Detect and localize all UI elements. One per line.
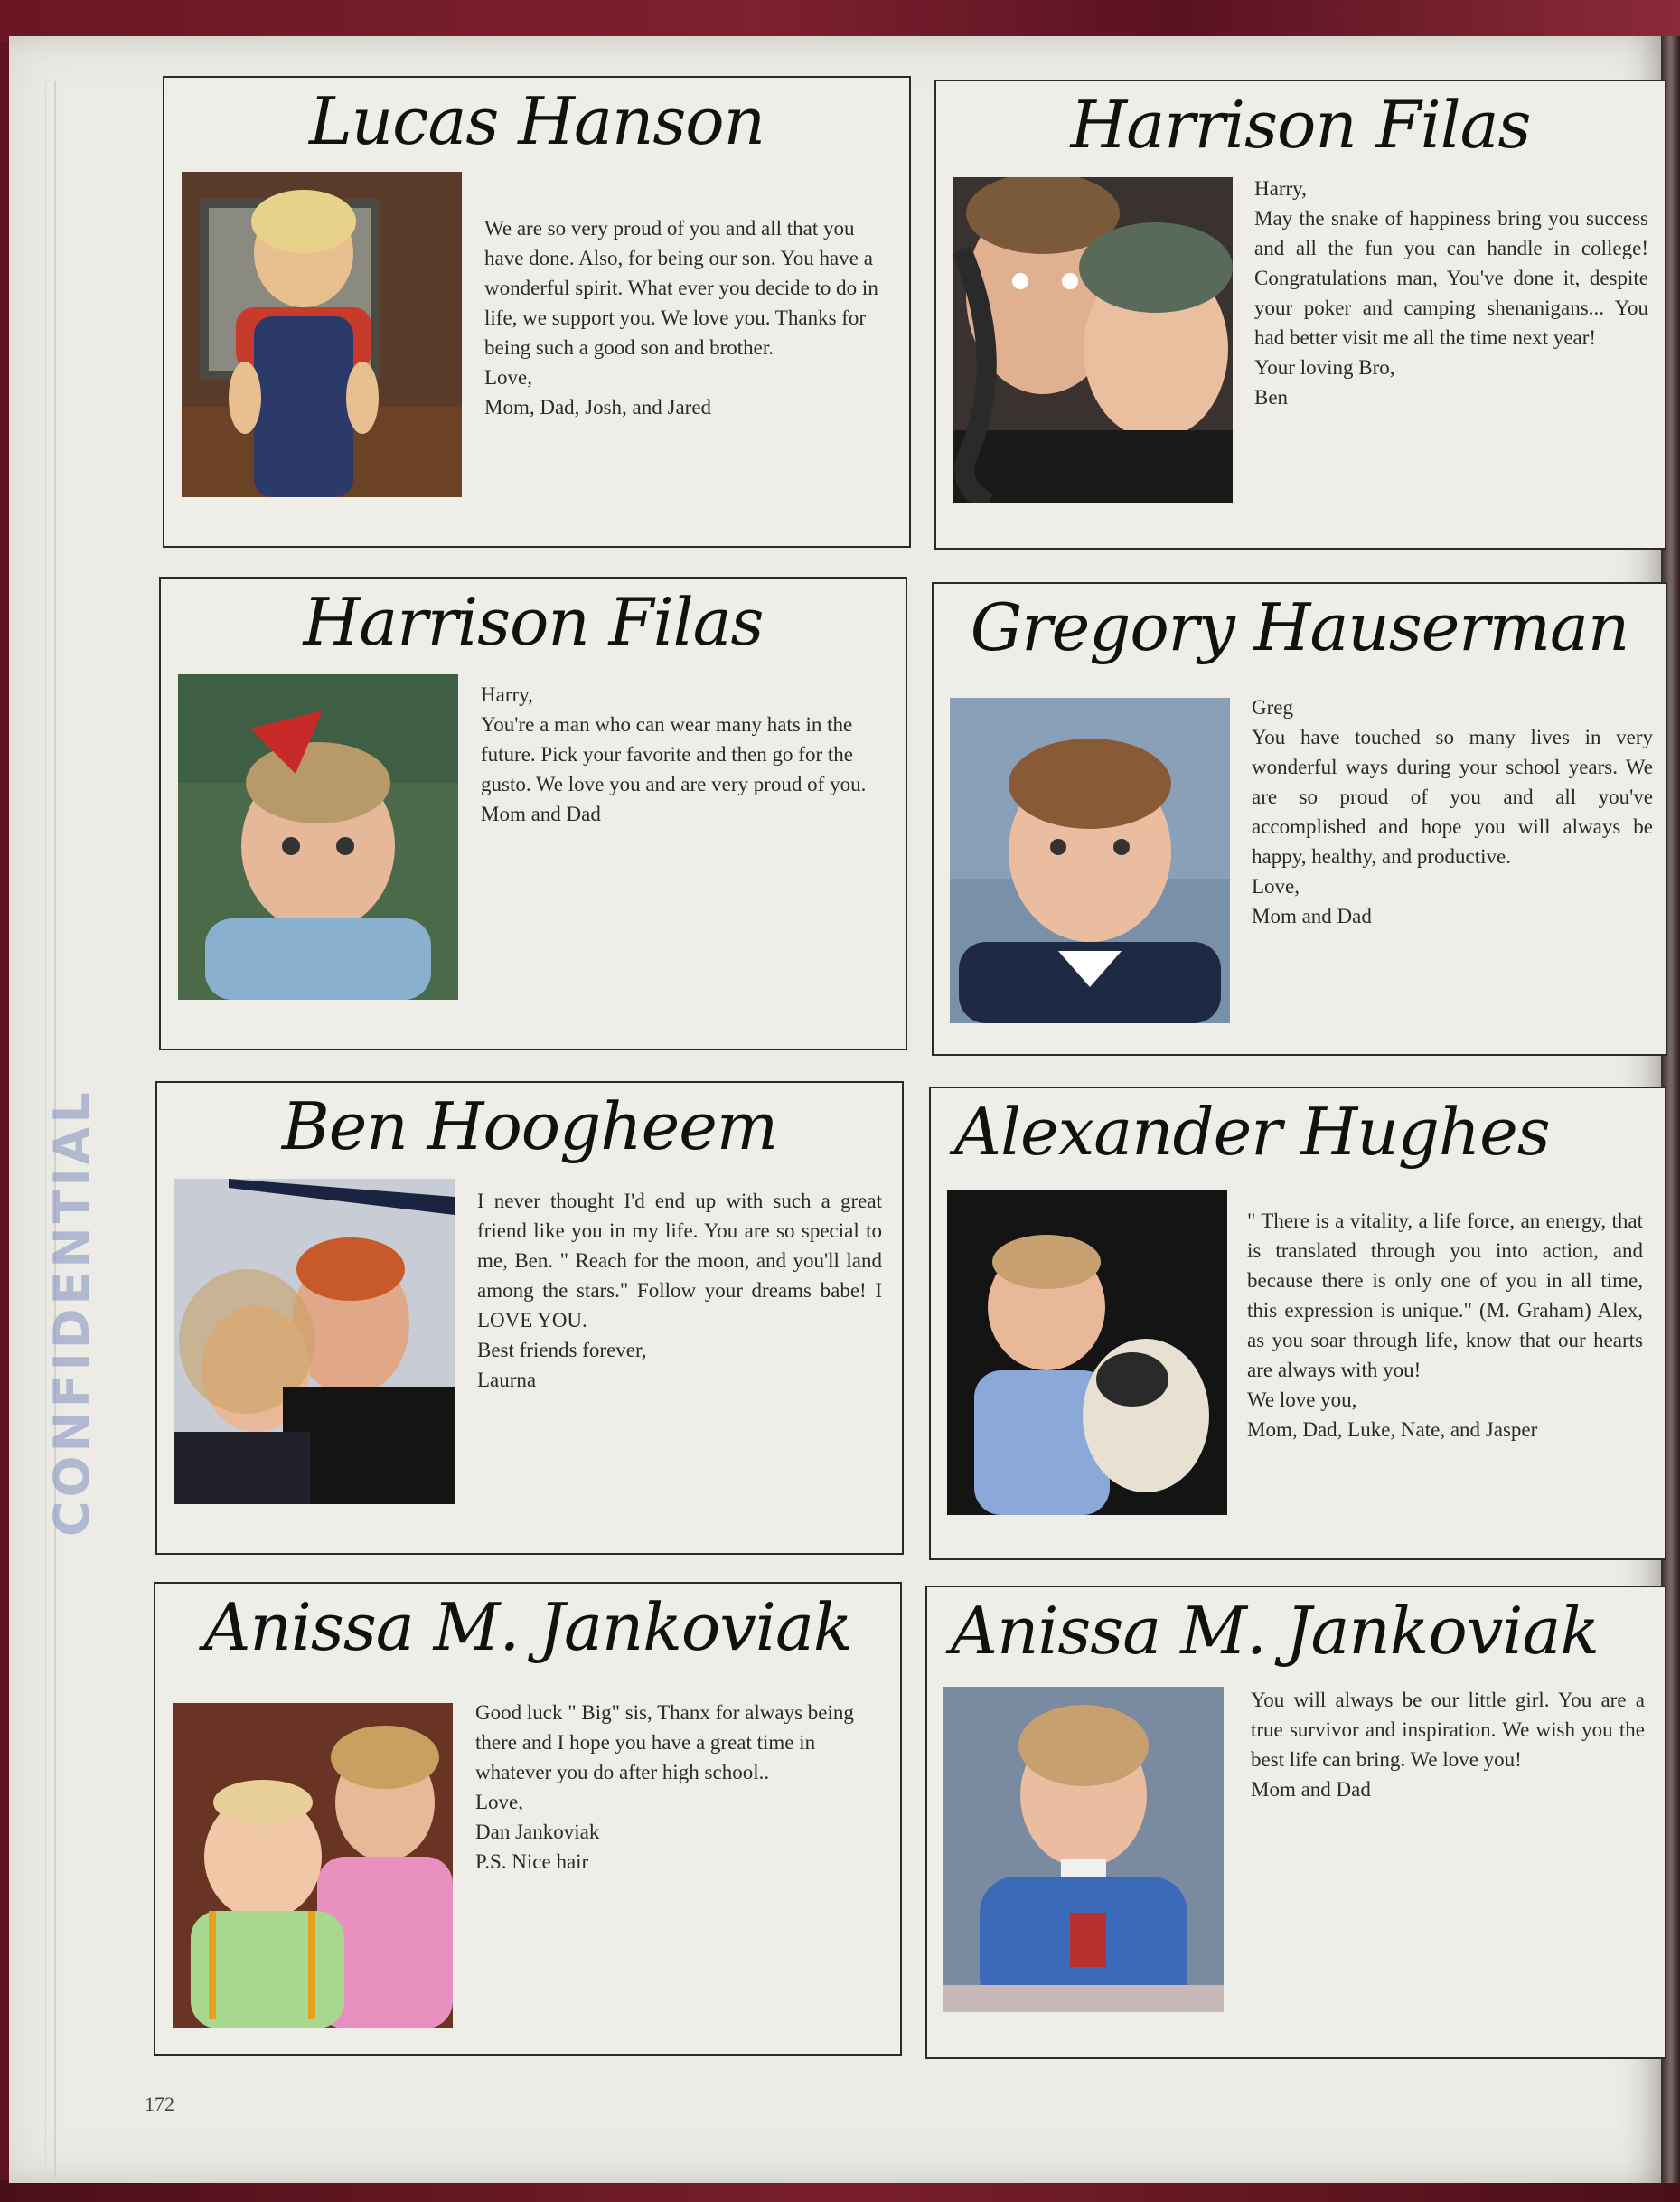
faded-stamp: CONFIDENTIAL — [43, 1088, 100, 1537]
student-photo — [943, 1687, 1224, 2012]
message-line: Mom, Dad, Luke, Nate, and Jasper — [1247, 1418, 1538, 1441]
message-line: Dan Jankoviak — [475, 1821, 600, 1843]
student-name: Lucas Hanson — [308, 83, 765, 159]
tribute-card — [929, 1087, 1666, 1560]
tribute-card — [155, 1081, 904, 1555]
message-line: P.S. Nice hair — [475, 1850, 589, 1873]
student-photo — [953, 177, 1233, 503]
message-line: Mom and Dad — [1252, 905, 1372, 927]
tribute-message — [1254, 174, 1648, 412]
message-line: Love, — [475, 1791, 524, 1813]
message-line: Your loving Bro, — [1254, 356, 1395, 379]
student-photo — [947, 1190, 1227, 1515]
message-line: Mom and Dad — [481, 803, 601, 825]
message-line: Best friends forever, — [477, 1339, 647, 1361]
tribute-message — [481, 680, 886, 829]
student-photo — [950, 698, 1230, 1023]
message-line: Harry, — [481, 683, 533, 706]
student-name: Anissa M. Jankoviak — [203, 1589, 852, 1665]
page-number: 172 — [145, 2093, 174, 2115]
tribute-card — [163, 76, 911, 548]
tribute-card — [159, 577, 907, 1050]
message-line: You're a man who can wear many hats in the future. Pick your favorite and then go for the gusto. We love you and are very proud of you. — [481, 713, 867, 795]
student-name: Ben Hoogheem — [281, 1088, 778, 1164]
tribute-card — [925, 1586, 1666, 2059]
tribute-message — [477, 1186, 882, 1395]
message-line: May the snake of happiness bring you success and all the fun you can handle in college! Congratulations man, You've done it, despite your poker and camping shenanigans... You had better visit me all the time next year! — [1254, 207, 1648, 349]
tribute-card — [932, 582, 1667, 1056]
tribute-message — [475, 1698, 880, 1877]
message-line: Harry, — [1254, 177, 1307, 200]
tribute-message — [484, 213, 889, 422]
student-name: Gregory Hauserman — [970, 589, 1629, 665]
tribute-card — [154, 1582, 902, 2056]
message-line: I never thought I'd end up with such a great friend like you in my life. You are so special to me, Ben. " Reach for the moon, and you'll land among the stars." Follow your dreams babe! I LOVE YOU. — [477, 1190, 882, 1332]
message-line: We are so very proud of you and all that you have done. Also, for being our son. You have a wonderful spirit. What ever you decide to do in life, we support you. We love you. Thanks for being such a good son and brother. — [484, 217, 878, 359]
message-line: Good luck " Big" sis, Thanx for always being there and I hope you have a great time in whatever you do after high school.. — [475, 1701, 854, 1783]
student-name: Harrison Filas — [1070, 87, 1531, 163]
student-photo — [178, 674, 458, 1000]
tribute-message — [1251, 1685, 1645, 1804]
message-line: Mom and Dad — [1251, 1778, 1371, 1801]
message-line: Greg — [1252, 696, 1293, 719]
student-photo — [182, 172, 462, 497]
message-line: You have touched so many lives in very wonderful ways during your school years. We are so proud of you and all you've accomplished and hope you will always be happy, healthy, and productive. — [1252, 726, 1653, 868]
message-line: You will always be our little girl. You are a true survivor and inspiration. We wish you the best life can bring. We love you! — [1251, 1689, 1645, 1771]
message-line: Mom, Dad, Josh, and Jared — [484, 396, 712, 419]
tribute-message — [1247, 1206, 1643, 1444]
student-name: Anissa M. Jankoviak — [951, 1593, 1599, 1669]
message-line: " There is a vitality, a life force, an energy, that is translated through you into action, and because there is only one of you in all time, this expression is unique." (M. Graham) Alex, as you soar through life, know that our hearts are always with you! — [1247, 1209, 1643, 1381]
tribute-message — [1252, 692, 1653, 931]
tribute-card — [934, 80, 1666, 550]
book-cover-bottom — [0, 2180, 1680, 2202]
message-line: Love, — [484, 366, 533, 389]
student-name: Alexander Hughes — [954, 1094, 1550, 1170]
message-line: Ben — [1254, 386, 1289, 409]
student-name: Harrison Filas — [303, 584, 764, 660]
message-line: Laurna — [477, 1369, 537, 1391]
student-photo — [173, 1703, 453, 2028]
message-line: We love you, — [1247, 1388, 1357, 1411]
message-line: Love, — [1252, 875, 1300, 898]
student-photo — [174, 1179, 455, 1504]
